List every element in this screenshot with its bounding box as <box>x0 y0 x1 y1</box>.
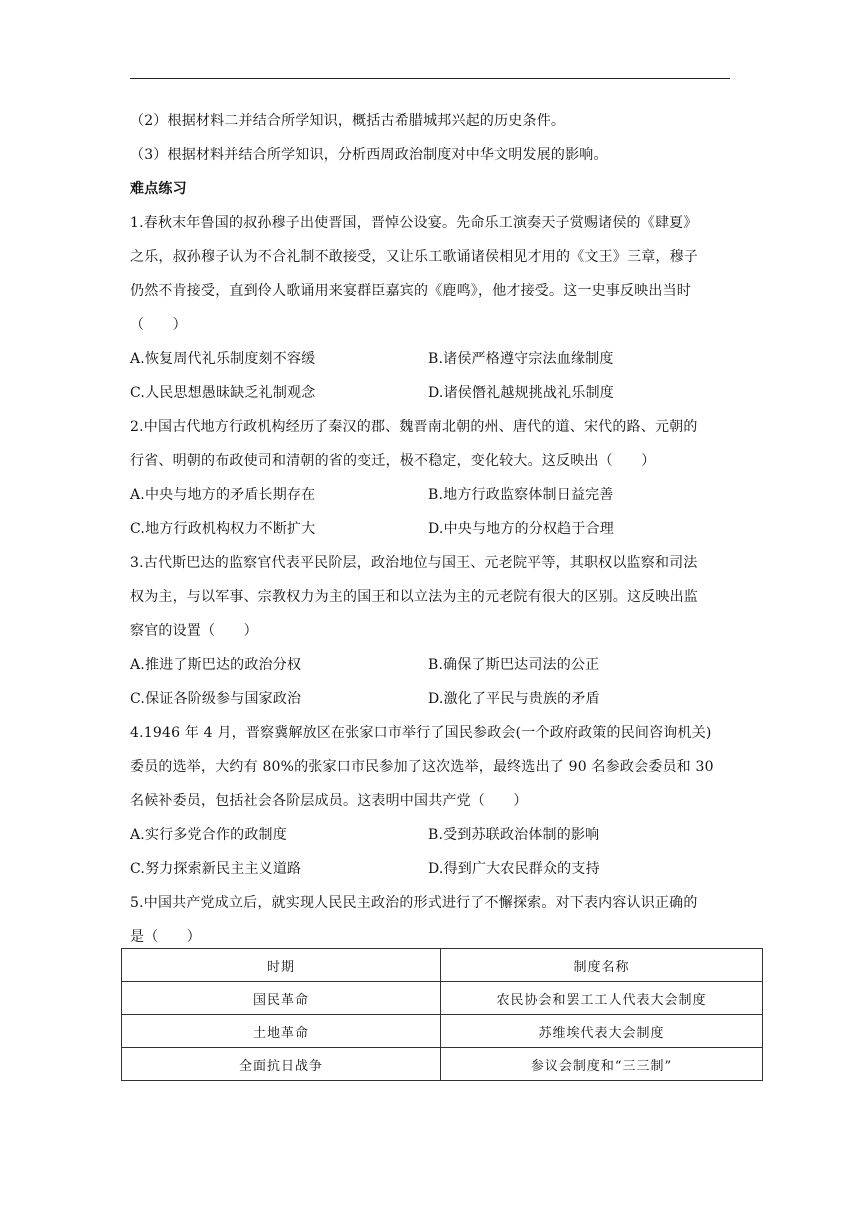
table-row <box>122 982 763 1015</box>
question-text-line: 行省、明朝的布政使司和清朝的省的变迁，极不稳定，变化较大。这反映出（ ） <box>130 453 656 469</box>
table-cell-system: 参议会制度和“三三制” <box>441 1048 763 1081</box>
question-text-line: 5.中国共产党成立后，就实现人民民主政治的形式进行了不懈探索。对下表内容认识正确的 <box>130 895 698 911</box>
option-a: A.中央与地方的矛盾长期存在 <box>130 487 316 503</box>
option-a: A.实行多党合作的政制度 <box>130 827 287 843</box>
option-c: C.地方行政机构权力不断扩大 <box>130 521 316 537</box>
option-a: A.推进了斯巴达的政治分权 <box>130 657 302 673</box>
question-5 <box>130 886 730 954</box>
question-5-table <box>121 948 763 1081</box>
table-cell-system: 苏维埃代表大会制度 <box>441 1015 763 1048</box>
table-cell-period: 土地革命 <box>122 1015 441 1048</box>
question-text-line: 是（ ） <box>130 929 201 945</box>
sub-question-2: （2）根据材料二并结合所学知识，概括古希腊城邦兴起的历史条件。 <box>130 113 566 129</box>
table-row <box>122 1048 763 1081</box>
table-header-row <box>122 949 763 982</box>
option-d: D.得到广大农民群众的支持 <box>428 861 600 877</box>
question-text-line: 2.中国古代地方行政机构经历了秦汉的郡、魏晋南北朝的州、唐代的道、宋代的路、元朝的 <box>130 419 698 435</box>
question-text-line: 名候补委员，包括社会各阶层成员。这表明中国共产党（ ） <box>130 793 528 809</box>
question-text-line: 察官的设置（ ） <box>130 623 258 639</box>
question-text-line: （ ） <box>130 317 187 333</box>
table-cell-system: 农民协会和罢工工人代表大会制度 <box>441 982 763 1015</box>
option-b: B.地方行政监察体制日益完善 <box>428 487 614 503</box>
document-body <box>130 104 730 954</box>
question-text-line: 4.1946 年 4 月，晋察冀解放区在张家口市举行了国民参政会(一个政府政策的民间咨询机关) <box>130 725 712 741</box>
option-c: C.努力探索新民主主义道路 <box>130 861 302 877</box>
option-b: B.受到苏联政治体制的影响 <box>428 827 600 843</box>
question-3 <box>130 546 730 716</box>
question-2 <box>130 410 730 546</box>
table-header-system: 制度名称 <box>441 949 763 982</box>
table-cell-period: 全面抗日战争 <box>122 1048 441 1081</box>
option-b: B.诸侯严格遵守宗法血缘制度 <box>428 351 614 367</box>
table-row <box>122 1015 763 1048</box>
institution-table <box>121 948 763 1081</box>
table-header-period: 时期 <box>122 949 441 982</box>
option-d: D.激化了平民与贵族的矛盾 <box>428 691 600 707</box>
option-d: D.诸侯僭礼越规挑战礼乐制度 <box>428 385 614 401</box>
option-a: A.恢复周代礼乐制度刻不容缓 <box>130 351 316 367</box>
option-c: C.保证各阶级参与国家政治 <box>130 691 302 707</box>
option-d: D.中央与地方的分权趋于合理 <box>428 521 614 537</box>
section-heading: 难点练习 <box>130 181 187 197</box>
options-grid <box>130 478 730 546</box>
header-rule <box>130 78 730 79</box>
options-grid <box>130 648 730 716</box>
question-text-line: 委员的选举，大约有 80%的张家口市民参加了这次选举，最终选出了 90 名参政会委员和 30 <box>130 759 714 775</box>
options-grid <box>130 342 730 410</box>
question-text-line: 仍然不肯接受，直到伶人歌诵用来宴群臣嘉宾的《鹿鸣》，他才接受。这一史事反映出当时 <box>130 283 691 299</box>
question-text-line: 之乐，叔孙穆子认为不合礼制不敢接受，又让乐工歌诵诸侯相见才用的《文王》三章，穆子 <box>130 249 698 265</box>
question-1 <box>130 206 730 410</box>
options-grid <box>130 818 730 886</box>
table-cell-period: 国民革命 <box>122 982 441 1015</box>
sub-question-3: （3）根据材料并结合所学知识，分析西周政治制度对中华文明发展的影响。 <box>130 147 608 163</box>
option-b: B.确保了斯巴达司法的公正 <box>428 657 600 673</box>
question-text-line: 权为主，与以军事、宗教权力为主的国王和以立法为主的元老院有很大的区别。这反映出监 <box>130 589 698 605</box>
question-4 <box>130 716 730 886</box>
question-text-line: 1.春秋末年鲁国的叔孙穆子出使晋国，晋悼公设宴。先命乐工演奏天子赏赐诸侯的《肆夏》 <box>130 215 698 231</box>
option-c: C.人民思想愚昧缺乏礼制观念 <box>130 385 316 401</box>
question-text-line: 3.古代斯巴达的监察官代表平民阶层，政治地位与国王、元老院平等，其职权以监察和司法 <box>130 555 698 571</box>
